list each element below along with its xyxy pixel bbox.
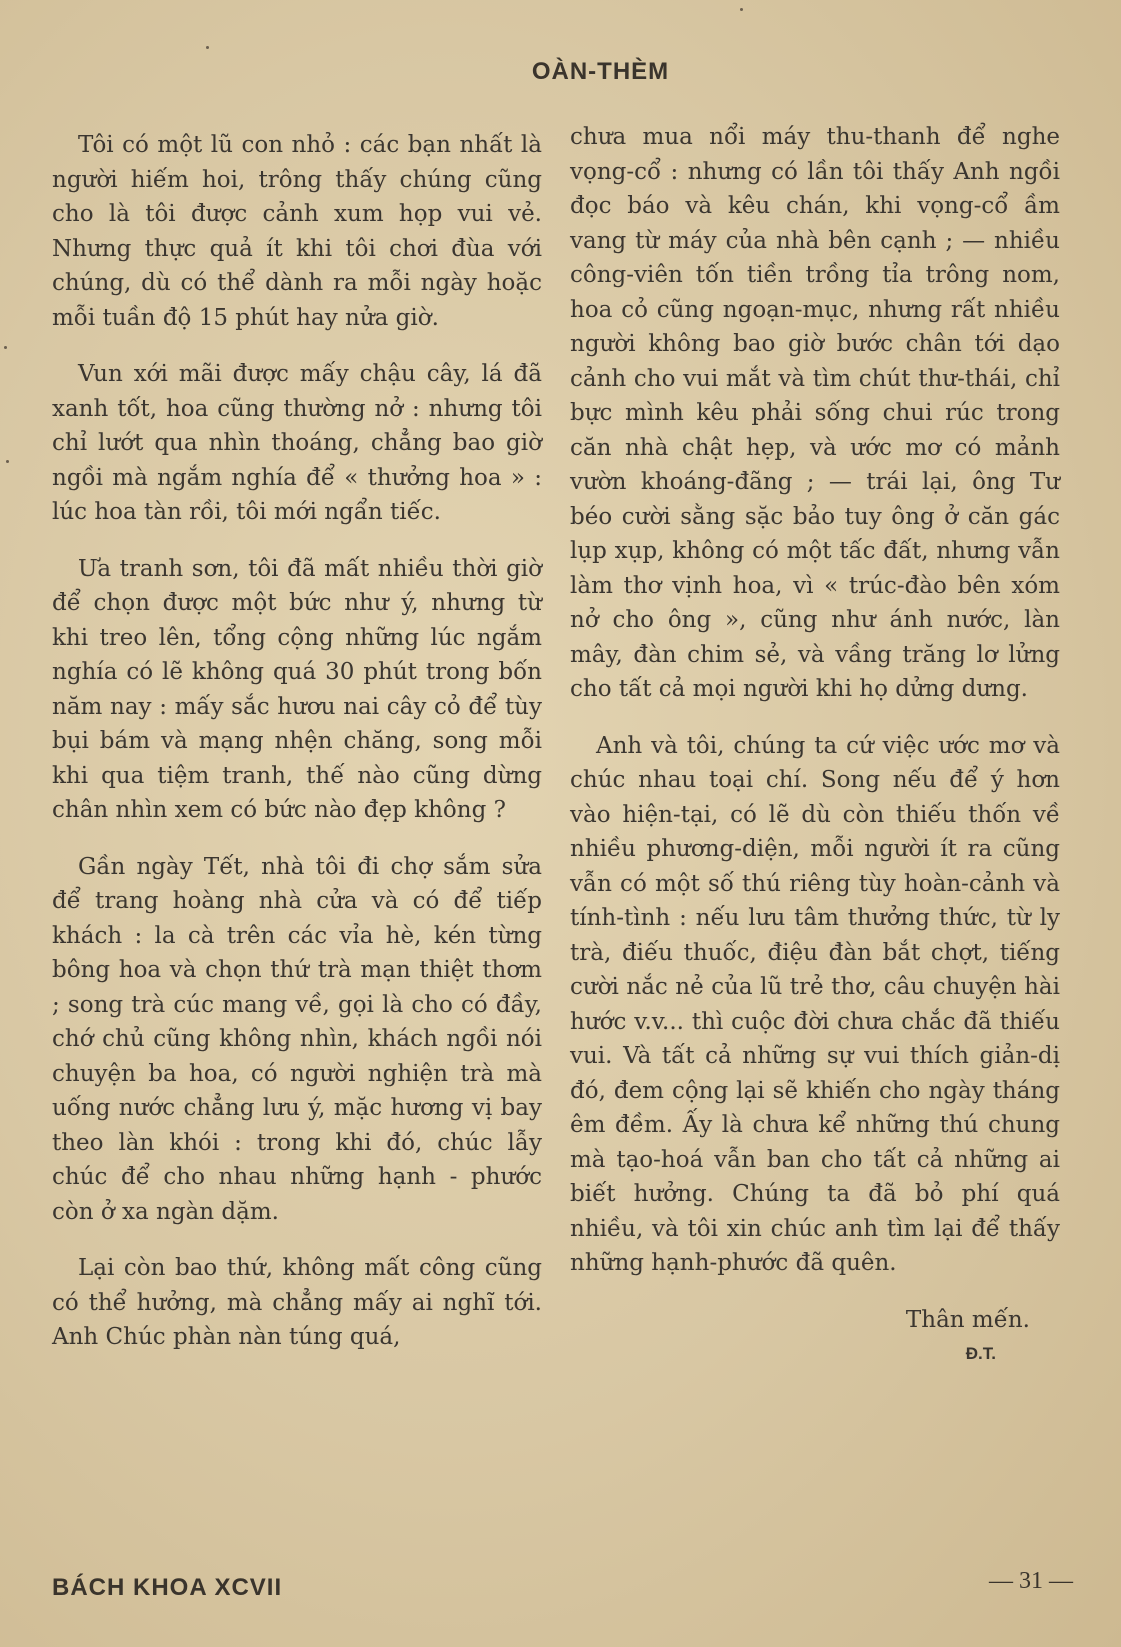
journal-footer: BÁCH KHOA XCVII [52,1574,283,1601]
paper-speck [740,8,743,11]
author-initials: Đ.T. [965,1343,996,1363]
paper-speck [4,346,7,349]
page-number: — 31 — [989,1568,1073,1594]
paragraph: Tôi có một lũ con nhỏ : các bạn nhất là người hiếm hoi, trông thấy chúng cũng cho là tôi được cảnh xum họp vui vẻ. Nhưng thực quả ít khi tôi chơi đùa với chúng, dù có thể dành ra mỗi ngày hoặc mỗi tuần độ 15 phút hay nửa giờ. [52,132,542,331]
paper-speck [6,460,9,463]
paragraph: Vun xới mãi được mấy chậu cây, lá đã xanh tốt, hoa cũng thường nở : nhưng tôi chỉ lướt qua nhìn thoáng, chẳng bao giờ ngồi mà ngắm nghía để « thưởng hoa » : lúc hoa tàn rồi, tôi mới ngẩn tiếc. [52,361,542,525]
page-header: OÀN-THÈM [531,58,670,85]
right-column [570,120,1060,1371]
paragraph: Ưa tranh sơn, tôi đã mất nhiều thời giờ để chọn được một bức như ý, nhưng từ khi treo lên, tổng cộng những lúc ngắm nghía có lẽ không quá 30 phút trong bốn năm nay : mấy sắc hươu nai cây cỏ để tùy bụi bám và mạng nhện chăng, song mỗi khi qua tiệm tranh, thế nào cũng dừng chân nhìn xem có bức nào đẹp không ? [52,555,542,823]
paragraph: Anh và tôi, chúng ta cứ việc ước mơ và chúc nhau toại chí. Song nếu để ý hơn vào hiện-tại, có lẽ dù còn thiếu thốn về nhiều phương-diện, mỗi người ít ra cũng vẫn có một số thú riêng tùy hoàn-cảnh và tính-tình : nếu lưu tâm thưởng thức, từ ly trà, điếu thuốc, điệu đàn bắt chợt, tiếng cười nắc nẻ của lũ trẻ thơ, câu chuyện hài hước v.v... thì cuộc đời chưa chắc đã thiếu vui. Và tất cả những sự vui thích giản-dị đó, đem cộng lại sẽ khiến cho ngày tháng êm đềm. Ấy là chưa kể những thú chung mà tạo-hoá vẫn ban cho tất cả những ai biết hưởng. Chúng ta đã bỏ phí quá nhiều, và tôi xin chúc anh tìm lại để thấy những hạnh-phước đã quên. [570,732,1060,1276]
left-column [52,128,542,1377]
paragraph: Lại còn bao thứ, không mất công cũng có thể hưởng, mà chẳng mấy ai nghĩ tới. Anh Chúc phàn nàn túng quá, [52,1255,542,1350]
paragraph: chưa mua nổi máy thu-thanh để nghe vọng-cổ : nhưng có lần tôi thấy Anh ngồi đọc báo và kêu chán, khi vọng-cổ ầm vang từ máy của nhà bên cạnh ; — nhiều công-viên tốn tiền trồng tỉa trông nom, hoa cỏ cũng ngoạn-mục, nhưng rất nhiều người không bao giờ bước chân tới dạo cảnh cho vui mắt và tìm chút thư-thái, chỉ bực mình kêu phải sống chui rúc trong căn nhà chật hẹp, và ước mơ có mảnh vườn khoáng-đãng ; — trái lại, ông Tư béo cười sằng sặc bảo tuy ông ở căn gác lụp xụp, không có một tấc đất, nhưng vẫn làm thơ vịnh hoa, vì « trúc-đào bên xóm nở cho ông », cũng như ánh nước, làn mây, đàn chim sẻ, và vầng trăng lơ lửng cho tất cả mọi người khi họ dửng dưng. [570,124,1060,702]
paper-speck [206,46,209,49]
paragraph: Gần ngày Tết, nhà tôi đi chợ sắm sửa để trang hoàng nhà cửa và có để tiếp khách : la cà trên các vỉa hè, kén từng bông hoa và chọn thứ trà mạn thiệt thơm ; song trà cúc mang về, gọi là cho có đầy, chớ chủ cũng không nhìn, khách ngồi nói chuyện ba hoa, có người nghiện trà mà uống nước chẳng lưu ý, mặc hương vị bay theo làn khói : trong khi đó, chúc lẫy chúc để cho nhau những hạnh - phước còn ở xa ngàn dặm. [52,853,542,1225]
signoff: Thân mến. [905,1306,1030,1333]
